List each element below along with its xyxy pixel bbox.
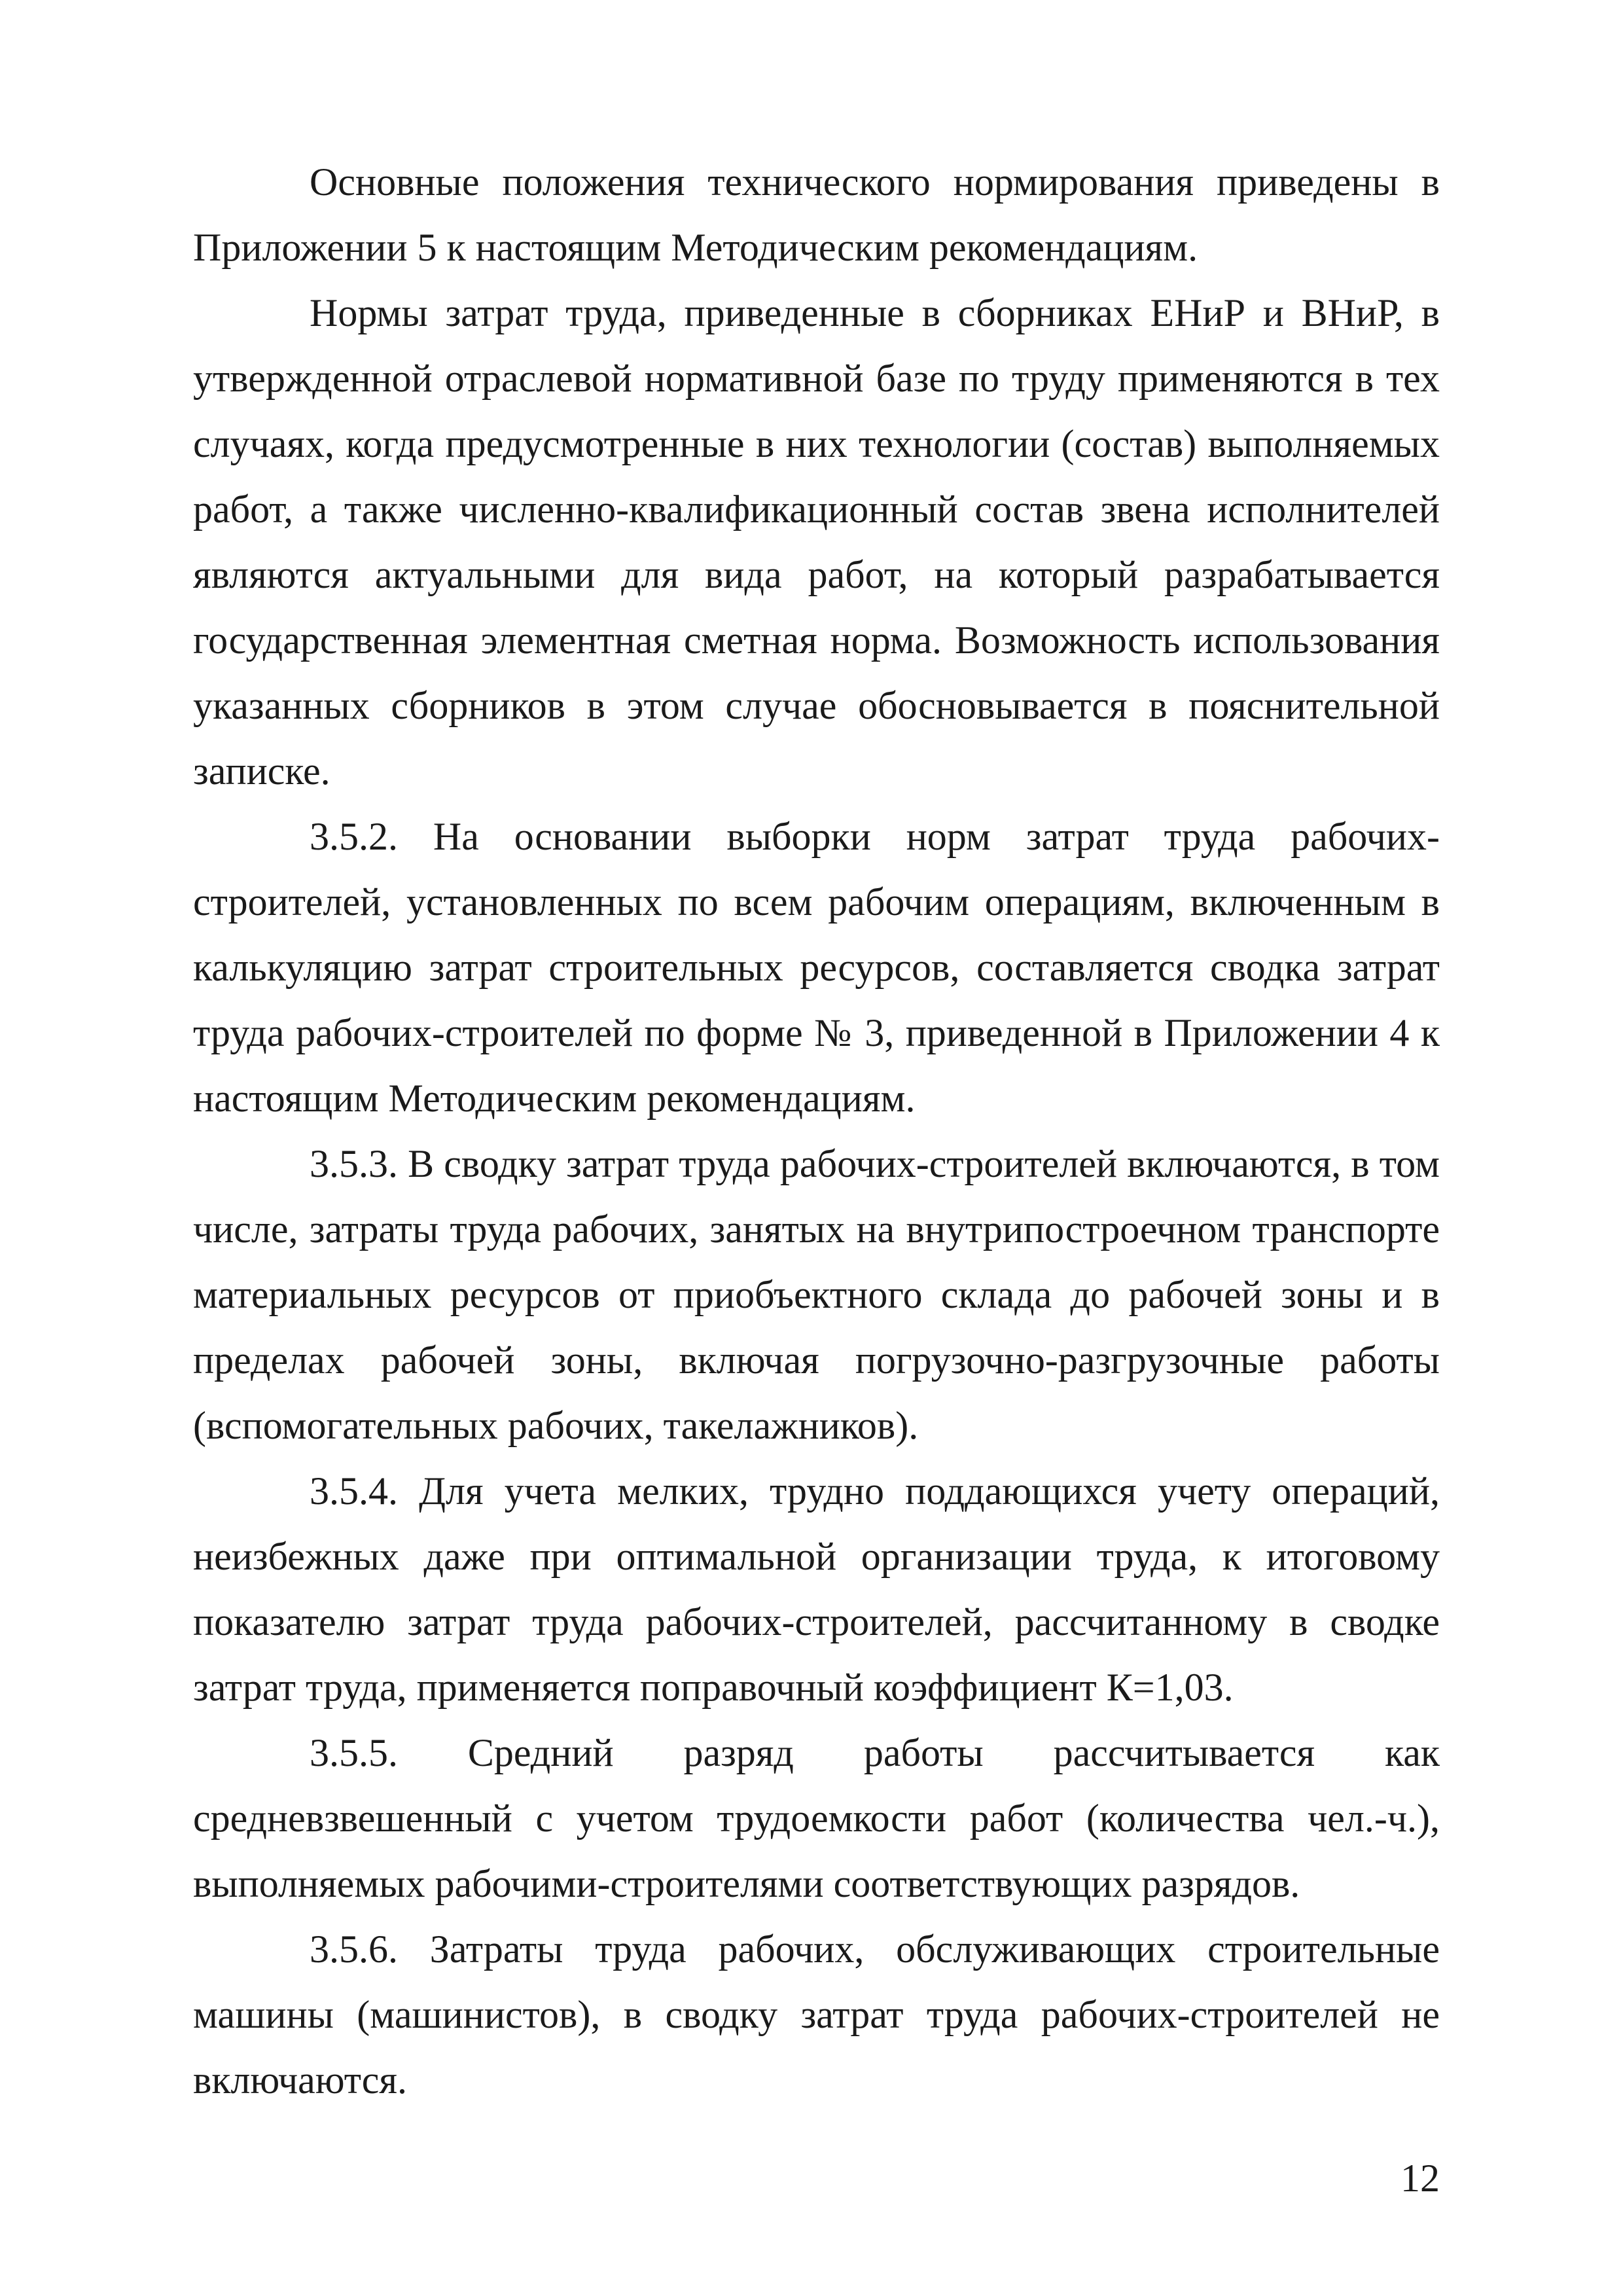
document-body (193, 149, 1440, 2113)
paragraph-3-5-2: 3.5.2. На основании выборки норм затрат труда рабочих-строителей, установленных по всем рабочим операциям, включенным в калькуляцию затрат строительных ресурсов, составляется сводка затрат труда рабочих-строителей по форме № 3, приведенной в Приложении 4 к настоящим Методическим рекомендациям. (193, 815, 1440, 1120)
page-number: 12 (1400, 2157, 1440, 2200)
paragraph-3-5-5: 3.5.5. Средний разряд работы рассчитывается как средневзвешенный с учетом трудоемкости работ (количества чел.-ч.), выполняемых рабочими-строителями соответствующих разрядов. (193, 1731, 1440, 1905)
paragraph-labor-norms: Нормы затрат труда, приведенные в сборниках ЕНиР и ВНиР, в утвержденной отраслевой нормативной базе по труду применяются в тех случаях, когда предусмотренные в них технологии (состав) выполняемых работ, а также численно-квалификационный состав звена исполнителей являются актуальными для вида работ, на который разрабатывается государственная элементная сметная норма. Возможность использования указанных сборников в этом случае обосновывается в пояснительной записке. (193, 291, 1440, 793)
paragraph-3-5-4: 3.5.4. Для учета мелких, трудно поддающихся учету операций, неизбежных даже при оптимальной организации труда, к итоговому показателю затрат труда рабочих-строителей, рассчитанному в сводке затрат труда, применяется поправочный коэффициент К=1,03. (193, 1469, 1440, 1709)
paragraph-technical-norming: Основные положения технического нормирования приведены в Приложении 5 к настоящим Методическим рекомендациям. (193, 160, 1440, 269)
paragraph-3-5-3: 3.5.3. В сводку затрат труда рабочих-строителей включаются, в том числе, затраты труда рабочих, занятых на внутрипостроечном транспорте материальных ресурсов от приобъектного склада до рабочей зоны и в пределах рабочей зоны, включая погрузочно-разгрузочные работы (вспомогательных рабочих, такелажников). (193, 1142, 1440, 1447)
paragraph-3-5-6: 3.5.6. Затраты труда рабочих, обслуживающих строительные машины (машинистов), в сводку затрат труда рабочих-строителей не включаются. (193, 1928, 1440, 2102)
